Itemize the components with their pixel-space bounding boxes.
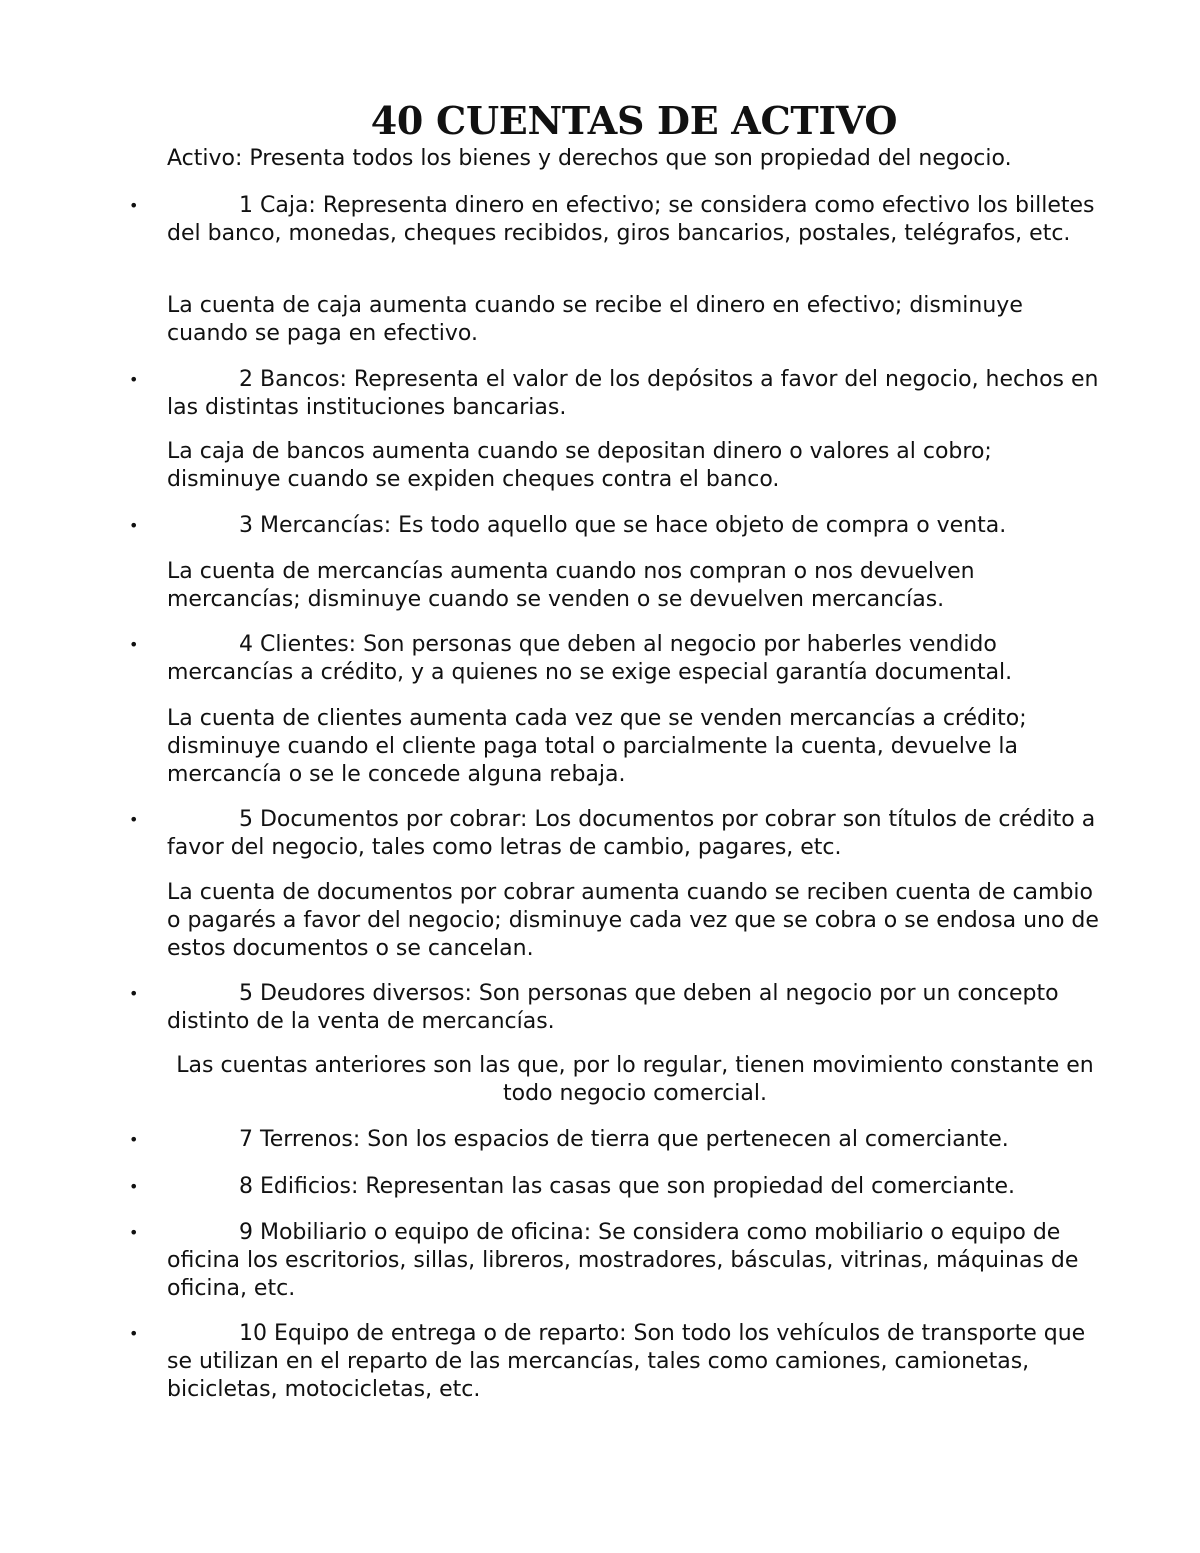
bullet-item-2: • — [129, 370, 139, 389]
paragraph-caja: La cuenta de caja aumenta cuando se recibe el dinero en efectivo; disminuye cuando se paga en efectivo. — [167, 293, 1023, 346]
bullet-item-5: • — [129, 810, 139, 829]
list-item-text: 10 Equipo de entrega o de reparto: Son todo los vehículos de transporte que se utilizan en el reparto de las mercancías, tales como camiones, camionetas, bicicletas, motocicletas, etc. — [167, 1321, 1086, 1402]
paragraph-bancos: La caja de bancos aumenta cuando se depositan dinero o valores al cobro; disminuye cuando se expiden cheques contra el banco. — [167, 439, 992, 492]
bullet-item-6: • — [129, 984, 139, 1003]
bullet-item-8: • — [129, 1177, 139, 1196]
list-item-text: 9 Mobiliario o equipo de oficina: Se considera como mobiliario o equipo de oficina los escritorios, sillas, libreros, mostradores, básculas, vitrinas, máquinas de oficina, etc. — [167, 1220, 1079, 1301]
list-item-text: 7 Terrenos: Son los espacios de tierra que pertenecen al comerciante. — [239, 1127, 1009, 1152]
list-item-mercancias — [167, 512, 1107, 540]
list-item-edificios — [167, 1173, 1107, 1201]
list-item-text: 4 Clientes: Son personas que deben al negocio por haberles vendido mercancías a crédito, y a quienes no se exige especial garantía documental. — [167, 632, 1013, 685]
list-item-text: 2 Bancos: Representa el valor de los depósitos a favor del negocio, hechos en las distintas instituciones bancarias. — [167, 367, 1099, 420]
bullet-item-7: • — [129, 1130, 139, 1149]
bullet-item-1: • — [129, 196, 139, 215]
list-item-text: 8 Edificios: Representan las casas que son propiedad del comerciante. — [239, 1174, 1016, 1199]
list-item-clientes — [167, 631, 1107, 687]
list-item-terrenos — [167, 1126, 1107, 1154]
centered-note: Las cuentas anteriores son las que, por lo regular, tienen movimiento constante en todo negocio comercial. — [176, 1053, 1094, 1106]
bullet-item-3: • — [129, 516, 139, 535]
list-item-text: 3 Mercancías: Es todo aquello que se hace objeto de compra o venta. — [239, 513, 1007, 538]
paragraph-documentos: La cuenta de documentos por cobrar aumenta cuando se reciben cuenta de cambio o pagarés a favor del negocio; disminuye cada vez que se cobra o se endosa uno de estos documentos o se cancelan. — [167, 880, 1099, 961]
bullet-item-4: • — [129, 635, 139, 654]
list-item-text: 5 Deudores diversos: Son personas que deben al negocio por un concepto distinto de la venta de mercancías. — [167, 981, 1059, 1034]
list-item-deudores — [167, 980, 1107, 1036]
list-item-documentos — [167, 806, 1107, 862]
paragraph-clientes: La cuenta de clientes aumenta cada vez que se venden mercancías a crédito; disminuye cuando el cliente paga total o parcialmente la cuenta, devuelve la mercancía o se le concede alguna rebaja. — [167, 706, 1027, 787]
list-item-text: 1 Caja: Representa dinero en efectivo; se considera como efectivo los billetes del banco, monedas, cheques recibidos, giros bancarios, postales, telégrafos, etc. — [167, 193, 1095, 246]
intro-paragraph: Activo: Presenta todos los bienes y derechos que son propiedad del negocio. — [167, 146, 1012, 171]
list-item-text: 5 Documentos por cobrar: Los documentos por cobrar son títulos de crédito a favor del negocio, tales como letras de cambio, pagares, etc. — [167, 807, 1096, 860]
list-item-equipo-entrega — [167, 1320, 1107, 1404]
list-item-caja — [167, 192, 1107, 248]
bullet-item-9: • — [129, 1223, 139, 1242]
paragraph-mercancias: La cuenta de mercancías aumenta cuando nos compran o nos devuelven mercancías; disminuye cuando se venden o se devuelven mercancías. — [167, 559, 975, 612]
list-item-mobiliario — [167, 1219, 1107, 1303]
document-title: 40 CUENTAS DE ACTIVO — [370, 98, 898, 143]
bullet-item-10: • — [129, 1324, 139, 1343]
list-item-bancos — [167, 366, 1107, 422]
